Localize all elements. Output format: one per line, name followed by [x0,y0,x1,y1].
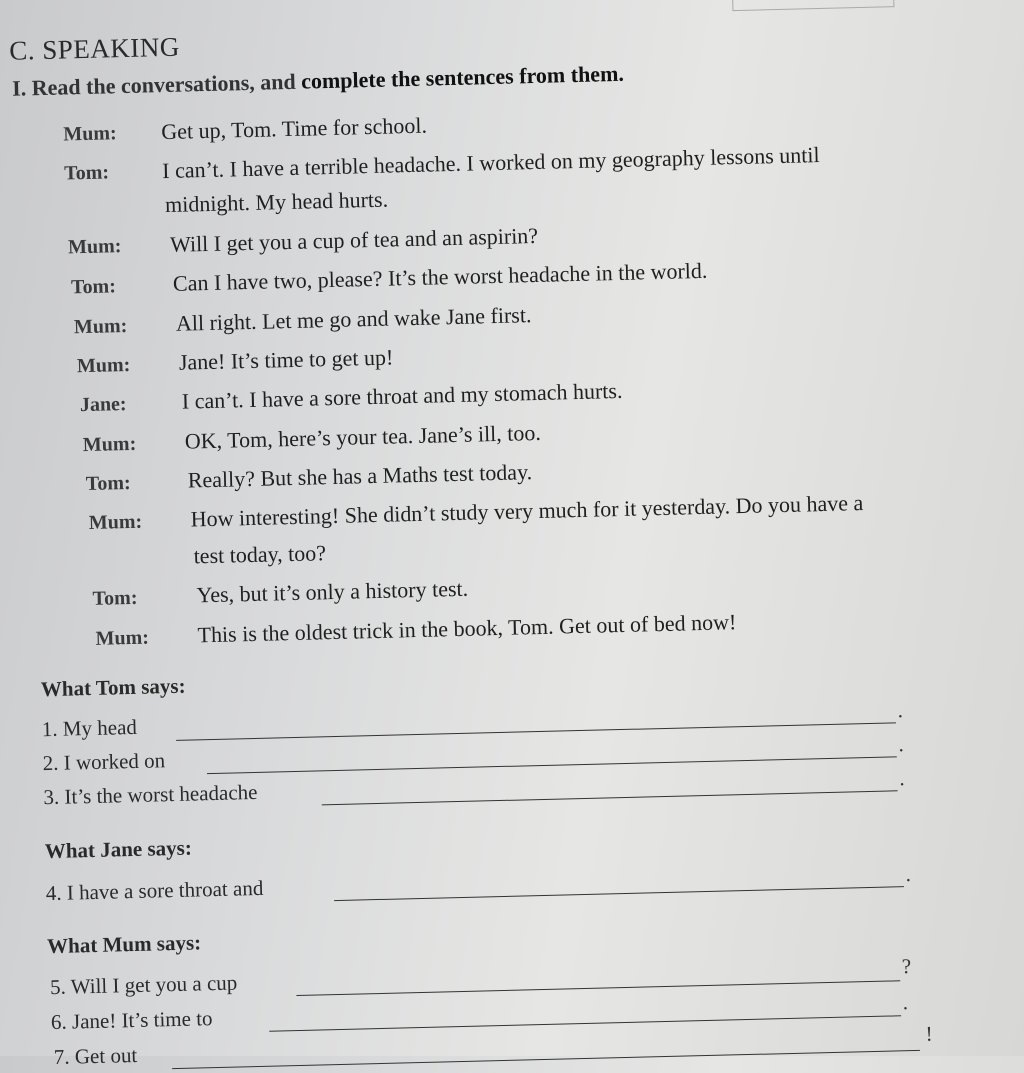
answer-blank-7[interactable] [172,1050,920,1069]
exercise-item-3 [43,780,258,810]
speech-line: Really? But she has a Maths test today. [187,459,533,493]
task-number: I. [11,75,27,101]
mum-heading: What Mum says: [46,930,202,959]
item-number: 7. [53,1044,70,1069]
item-number: 1. [41,716,58,742]
speaker-label: Mum: [95,626,150,650]
exercise-item-7 [54,1043,138,1070]
item-end: . [902,990,909,1015]
section-title: C. SPEAKING [8,31,181,66]
speaker-label: Jane: [79,393,127,417]
answer-blank-3[interactable] [322,790,898,805]
speech-line: How interesting! She didn’t study very much for it yesterday. Do you have a [190,490,864,532]
speech-line: I can’t. I have a sore throat and my stomach hurts. [181,377,623,414]
speech-line: This is the oldest trick in the book, Tom. Get out of bed now! [197,609,737,648]
item-number: 3. [43,784,60,810]
speaker-label: Mum: [63,122,117,146]
task-text: Read the conversations, and [31,68,296,101]
item-prompt: Jane! It’s time to [71,1006,213,1034]
item-prompt: I have a sore throat and [66,875,264,905]
speaker-label: Tom: [85,471,131,496]
item-prompt: It’s the worst headache [64,779,258,809]
speaker-label: Mum: [67,235,122,259]
item-end: ! [925,1021,933,1046]
speaker-label: Tom: [70,275,117,299]
speech-line: All right. Let me go and wake Jane first. [175,302,532,336]
speech-line: Jane! It’s time to get up! [178,344,394,375]
exercise-item-6 [51,1006,213,1035]
speaker-label: Mum: [76,353,131,378]
item-prompt: I worked on [63,748,166,775]
speech-line: Can I have two, please? It’s the worst headache in the world. [172,257,708,296]
item-number: 4. [45,880,62,906]
item-end: . [897,698,904,723]
answer-blank-6[interactable] [269,1015,901,1031]
answer-blank-2[interactable] [207,756,897,774]
page-corner-box [732,0,895,11]
item-number: 5. [49,974,67,1000]
item-end: . [898,766,905,791]
answer-blank-4[interactable] [334,886,904,901]
speech-line: Yes, but it’s only a history test. [196,575,469,608]
item-number: 6. [50,1009,68,1035]
speaker-label: Tom: [63,161,110,185]
speech-line: midnight. My head hurts. [164,186,389,218]
item-number: 2. [42,750,59,776]
speech-line: I can’t. I have a terrible headache. I worked on my geography lessons until [161,142,820,184]
task-instruction [12,61,624,102]
speech-line: Will I get you a cup of tea and an aspirin? [169,222,539,257]
item-end: . [898,732,904,757]
speaker-label: Tom: [92,586,138,610]
speech-line: Get up, Tom. Time for school. [160,112,428,145]
task-text-strong: complete the sentences from them. [300,60,625,94]
speaker-label: Mum: [88,510,143,534]
exercise-item-4 [46,876,264,906]
speech-line: OK, Tom, here’s your tea. Jane’s ill, too. [184,419,542,454]
exercise-item-5 [50,971,238,1001]
item-prompt: Get out [74,1042,138,1069]
exercise-item-2 [42,748,165,776]
answer-blank-5[interactable] [296,980,900,996]
jane-heading: What Jane says: [44,835,193,864]
exercise-item-1 [42,715,138,742]
item-prompt: Will I get you a cup [70,970,238,999]
tom-heading: What Tom says: [40,673,186,702]
speaker-label: Mum: [82,432,137,457]
item-end: ? [901,954,912,979]
item-prompt: My head [62,714,138,741]
speaker-label: Mum: [73,314,128,339]
speech-line: test today, too? [193,540,327,569]
answer-blank-1[interactable] [176,722,896,741]
item-end: . [905,862,912,887]
